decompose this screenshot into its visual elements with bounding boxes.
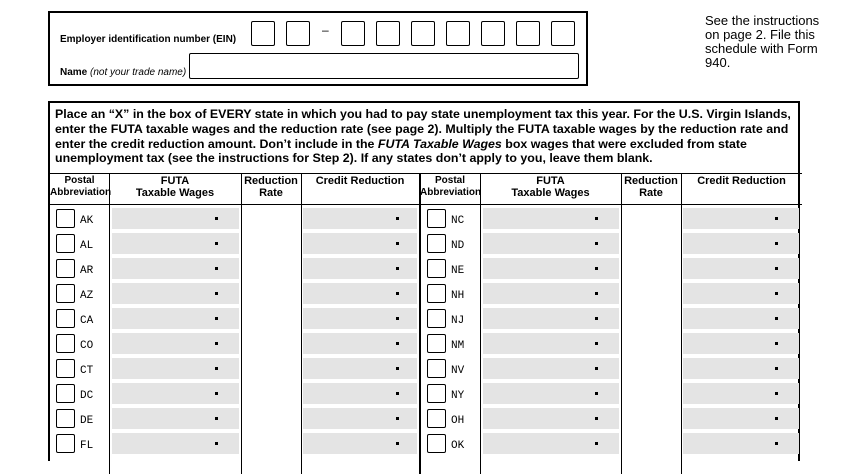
state-abbreviation: DE — [80, 415, 94, 427]
header-rule-bottom — [50, 204, 802, 205]
decimal-point — [396, 217, 399, 220]
state-row — [50, 356, 802, 381]
futa-wages-field[interactable] — [483, 383, 619, 404]
decimal-point — [775, 292, 778, 295]
decimal-point — [215, 242, 218, 245]
futa-wages-field[interactable] — [483, 433, 619, 454]
state-checkbox[interactable] — [56, 434, 75, 453]
state-abbreviation: AR — [80, 265, 94, 277]
ein-digit-2[interactable] — [286, 21, 310, 46]
futa-wages-field[interactable] — [112, 333, 239, 354]
state-row — [50, 306, 802, 331]
header-credit-right: Credit Reduction — [697, 175, 786, 187]
credit-reduction-field[interactable] — [303, 258, 417, 279]
state-row — [50, 256, 802, 281]
state-checkbox[interactable] — [56, 384, 75, 403]
header-postal-right: Postal Abbreviation — [420, 175, 482, 198]
state-row — [50, 381, 802, 406]
decimal-point — [595, 342, 598, 345]
state-checkbox[interactable] — [56, 409, 75, 428]
credit-reduction-field[interactable] — [683, 283, 799, 304]
decimal-point — [215, 367, 218, 370]
decimal-point — [595, 392, 598, 395]
futa-wages-field[interactable] — [112, 283, 239, 304]
ein-digit-3[interactable] — [341, 21, 365, 46]
futa-wages-field[interactable] — [483, 283, 619, 304]
state-checkbox[interactable] — [427, 359, 446, 378]
futa-wages-field[interactable] — [483, 333, 619, 354]
decimal-point — [775, 392, 778, 395]
state-abbreviation: CA — [80, 315, 94, 327]
ein-digit-5[interactable] — [411, 21, 435, 46]
decimal-point — [215, 317, 218, 320]
futa-wages-field[interactable] — [112, 308, 239, 329]
credit-reduction-field[interactable] — [303, 233, 417, 254]
state-abbreviation: CT — [80, 365, 94, 377]
futa-wages-field[interactable] — [483, 233, 619, 254]
credit-reduction-field[interactable] — [683, 408, 799, 429]
header-rate: Reduction Rate — [244, 175, 298, 199]
decimal-point — [595, 217, 598, 220]
decimal-point — [775, 217, 778, 220]
credit-reduction-field[interactable] — [683, 358, 799, 379]
state-checkbox[interactable] — [56, 259, 75, 278]
futa-wages-field[interactable] — [112, 358, 239, 379]
state-row — [50, 431, 802, 456]
decimal-point — [396, 292, 399, 295]
name-hint: (not your trade name) — [90, 67, 187, 78]
name-label: Name (not your trade name) — [60, 67, 187, 78]
state-abbreviation: NE — [451, 265, 465, 277]
decimal-point — [215, 267, 218, 270]
decimal-point — [595, 242, 598, 245]
decimal-point — [595, 417, 598, 420]
decimal-point — [595, 292, 598, 295]
credit-reduction-field[interactable] — [683, 208, 799, 229]
credit-reduction-field[interactable] — [683, 433, 799, 454]
decimal-point — [215, 442, 218, 445]
name-field[interactable] — [189, 53, 579, 79]
state-table — [48, 101, 800, 461]
credit-reduction-field[interactable] — [303, 208, 417, 229]
state-row — [50, 231, 802, 256]
credit-reduction-field[interactable] — [683, 308, 799, 329]
state-checkbox[interactable] — [427, 284, 446, 303]
state-checkbox[interactable] — [56, 309, 75, 328]
ein-separator: – — [322, 23, 329, 37]
decimal-point — [595, 367, 598, 370]
ein-digit-1[interactable] — [251, 21, 275, 46]
state-row — [50, 406, 802, 431]
header-postal: Postal Abbreviation — [50, 175, 112, 198]
decimal-point — [396, 442, 399, 445]
decimal-point — [595, 442, 598, 445]
credit-reduction-field[interactable] — [683, 233, 799, 254]
futa-wages-field[interactable] — [483, 408, 619, 429]
state-abbreviation: NJ — [451, 315, 465, 327]
state-abbreviation: NV — [451, 365, 465, 377]
decimal-point — [396, 392, 399, 395]
decimal-point — [396, 367, 399, 370]
futa-wages-field[interactable] — [483, 308, 619, 329]
decimal-point — [775, 242, 778, 245]
state-abbreviation: OK — [451, 440, 465, 452]
state-checkbox[interactable] — [427, 209, 446, 228]
state-checkbox[interactable] — [56, 234, 75, 253]
state-abbreviation: NC — [451, 215, 465, 227]
futa-wages-field[interactable] — [112, 258, 239, 279]
decimal-point — [595, 317, 598, 320]
credit-reduction-field[interactable] — [683, 333, 799, 354]
identification-box — [48, 11, 588, 86]
ein-digit-9[interactable] — [551, 21, 575, 46]
credit-reduction-field[interactable] — [303, 433, 417, 454]
ein-digit-7[interactable] — [481, 21, 505, 46]
instructions-text: Place an “X” in the box of EVERY state in which you had to pay state unemployment tax this year. For the U.S. Virgin Islands, enter the FUTA taxable wages and the reduction rate (see page 2). Multiply the FUTA taxable wages by the reduction rate and enter the credit reduction amount. Don’t include in the FUTA Taxable Wages box wages that were excluded from state unemployment tax (see the instructions for Step 2). If any states don’t apply to you, leave them blank. — [55, 107, 791, 166]
credit-reduction-field[interactable] — [303, 308, 417, 329]
decimal-point — [775, 442, 778, 445]
state-abbreviation: CO — [80, 340, 94, 352]
state-row — [50, 331, 802, 356]
futa-wages-field[interactable] — [483, 258, 619, 279]
credit-reduction-field[interactable] — [303, 358, 417, 379]
state-abbreviation: NH — [451, 290, 465, 302]
state-row — [50, 206, 802, 231]
state-checkbox[interactable] — [427, 234, 446, 253]
futa-wages-field[interactable] — [112, 408, 239, 429]
futa-wages-field[interactable] — [483, 208, 619, 229]
state-abbreviation: NY — [451, 390, 465, 402]
decimal-point — [396, 417, 399, 420]
header-futa: FUTA Taxable Wages — [135, 175, 215, 199]
futa-wages-field[interactable] — [112, 383, 239, 404]
decimal-point — [775, 367, 778, 370]
ein-digit-6[interactable] — [446, 21, 470, 46]
side-note: See the instructions on page 2. File this schedule with Form 940. — [705, 13, 820, 70]
header-futa-right: FUTA Taxable Wages — [511, 175, 590, 199]
state-checkbox[interactable] — [56, 284, 75, 303]
futa-wages-field[interactable] — [112, 233, 239, 254]
decimal-point — [215, 417, 218, 420]
futa-wages-field[interactable] — [483, 358, 619, 379]
credit-reduction-field[interactable] — [303, 383, 417, 404]
credit-reduction-field[interactable] — [303, 283, 417, 304]
decimal-point — [775, 417, 778, 420]
decimal-point — [215, 342, 218, 345]
state-abbreviation: DC — [80, 390, 94, 402]
state-abbreviation: OH — [451, 415, 465, 427]
ein-digit-4[interactable] — [376, 21, 400, 46]
decimal-point — [215, 392, 218, 395]
futa-wages-field[interactable] — [112, 433, 239, 454]
state-abbreviation: AK — [80, 215, 94, 227]
decimal-point — [396, 342, 399, 345]
credit-reduction-field[interactable] — [683, 258, 799, 279]
state-abbreviation: FL — [80, 440, 94, 452]
header-credit: Credit Reduction — [315, 175, 405, 187]
header-rule-top — [50, 173, 802, 174]
state-checkbox[interactable] — [427, 259, 446, 278]
state-checkbox[interactable] — [427, 434, 446, 453]
state-row — [50, 281, 802, 306]
ein-digit-8[interactable] — [516, 21, 540, 46]
state-checkbox[interactable] — [427, 334, 446, 353]
state-checkbox[interactable] — [427, 309, 446, 328]
state-checkbox[interactable] — [427, 409, 446, 428]
decimal-point — [595, 267, 598, 270]
state-checkbox[interactable] — [56, 359, 75, 378]
futa-wages-field[interactable] — [112, 208, 239, 229]
state-abbreviation: AZ — [80, 290, 94, 302]
ein-label: Employer identification number (EIN) — [60, 34, 237, 45]
credit-reduction-field[interactable] — [683, 383, 799, 404]
decimal-point — [775, 267, 778, 270]
state-abbreviation: AL — [80, 240, 94, 252]
state-checkbox[interactable] — [427, 384, 446, 403]
state-abbreviation: ND — [451, 240, 465, 252]
credit-reduction-field[interactable] — [303, 408, 417, 429]
decimal-point — [215, 292, 218, 295]
header-rate-right: Reduction Rate — [624, 175, 678, 199]
state-checkbox[interactable] — [56, 209, 75, 228]
state-abbreviation: NM — [451, 340, 465, 352]
credit-reduction-field[interactable] — [303, 333, 417, 354]
decimal-point — [215, 217, 218, 220]
decimal-point — [775, 317, 778, 320]
decimal-point — [396, 317, 399, 320]
decimal-point — [396, 242, 399, 245]
state-checkbox[interactable] — [56, 334, 75, 353]
decimal-point — [775, 342, 778, 345]
decimal-point — [396, 267, 399, 270]
